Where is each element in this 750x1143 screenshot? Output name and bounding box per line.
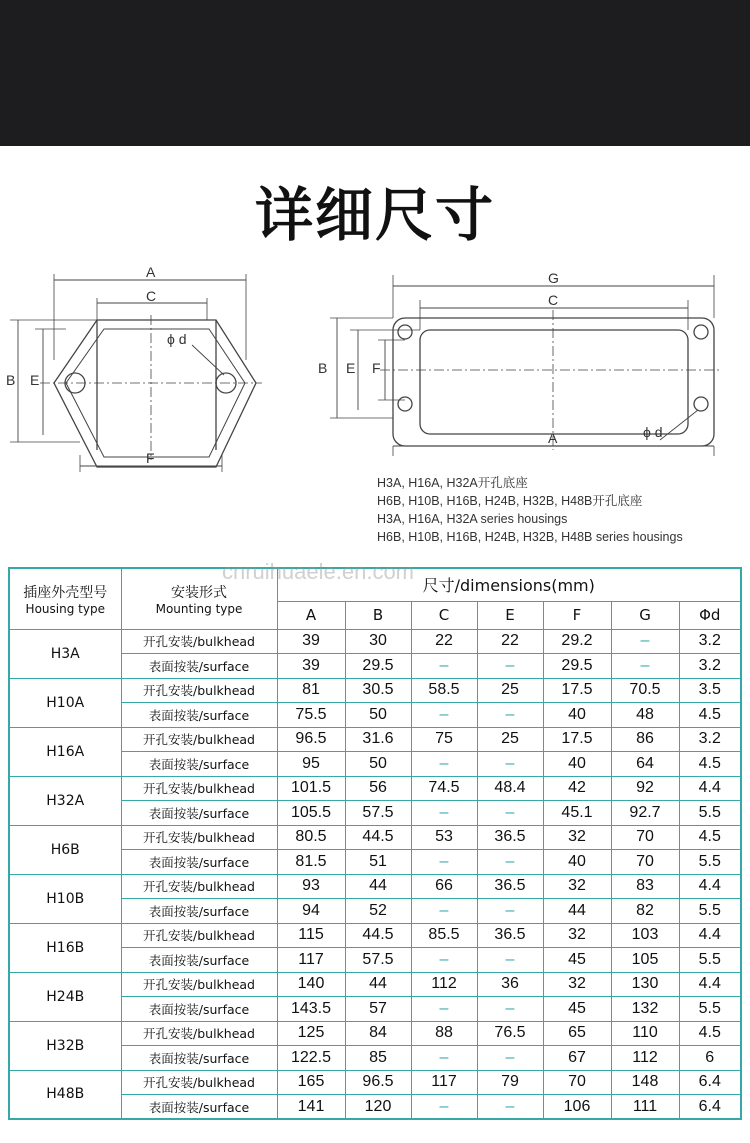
dimension-value-cell: 5.5 <box>679 997 741 1022</box>
dimension-value-cell: 105 <box>611 948 679 973</box>
mounting-type-cell: 表面按装/surface <box>121 997 277 1022</box>
dimension-value-cell: 45 <box>543 997 611 1022</box>
dimension-value-cell: 51 <box>345 850 411 875</box>
dimension-value-cell: 57.5 <box>345 801 411 826</box>
dimension-value-cell: 4.4 <box>679 776 741 801</box>
dimension-column-header: C <box>411 601 477 629</box>
dimension-value-cell: 44 <box>345 874 411 899</box>
dimension-value-cell: 4.5 <box>679 825 741 850</box>
mounting-type-header-en: Mounting type <box>155 601 243 616</box>
dimension-value-cell: 75 <box>411 727 477 752</box>
dimension-value-cell: 130 <box>611 972 679 997</box>
housing-type-cell: H10B <box>9 874 121 923</box>
mounting-type-cell: 开孔安装/bulkhead <box>121 825 277 850</box>
dimension-value-cell: 45 <box>543 948 611 973</box>
right-label-a: A <box>548 430 558 446</box>
housing-type-header-en: Housing type <box>25 601 105 616</box>
dimension-value-cell: 44.5 <box>345 825 411 850</box>
dimension-value-cell: 17.5 <box>543 678 611 703</box>
dimension-value-cell: 32 <box>543 972 611 997</box>
housing-type-cell: H32A <box>9 776 121 825</box>
dimension-value-cell: – <box>411 997 477 1022</box>
dimension-value-cell: 50 <box>345 703 411 728</box>
dimension-value-cell: 92 <box>611 776 679 801</box>
housing-type-cell: H32B <box>9 1021 121 1070</box>
right-label-phi: ϕ d <box>643 424 663 440</box>
dimension-value-cell: 148 <box>611 1070 679 1095</box>
housing-type-cell: H16B <box>9 923 121 972</box>
housing-type-header-cn: 插座外壳型号 <box>23 584 108 601</box>
dimension-value-cell: – <box>411 801 477 826</box>
dimension-value-cell: 40 <box>543 752 611 777</box>
mounting-type-cell: 开孔安装/bulkhead <box>121 776 277 801</box>
note-line: H6B, H10B, H16B, H24B, H32B, H48B series housings <box>377 530 683 544</box>
dimension-value-cell: 95 <box>277 752 345 777</box>
dimension-value-cell: 111 <box>611 1095 679 1120</box>
drawing-notes <box>377 474 683 546</box>
dimension-value-cell: 5.5 <box>679 801 741 826</box>
dimension-value-cell: 132 <box>611 997 679 1022</box>
dimension-value-cell: 70 <box>543 1070 611 1095</box>
dimension-value-cell: 29.5 <box>345 654 411 679</box>
dimension-value-cell: 4.4 <box>679 923 741 948</box>
dimension-value-cell: 6.4 <box>679 1095 741 1120</box>
dimension-value-cell: 48.4 <box>477 776 543 801</box>
dimension-value-cell: 5.5 <box>679 948 741 973</box>
dimension-value-cell: 84 <box>345 1021 411 1046</box>
table-row <box>9 1070 741 1095</box>
dimension-value-cell: 85 <box>345 1046 411 1071</box>
dimension-value-cell: 75.5 <box>277 703 345 728</box>
dimension-value-cell: 32 <box>543 923 611 948</box>
dimension-value-cell: 57.5 <box>345 948 411 973</box>
dimension-column-header: Φd <box>679 601 741 629</box>
table-row <box>9 629 741 654</box>
mounting-type-cell: 表面按装/surface <box>121 899 277 924</box>
mounting-type-cell: 表面按装/surface <box>121 752 277 777</box>
dimension-value-cell: 32 <box>543 874 611 899</box>
dimension-value-cell: 6 <box>679 1046 741 1071</box>
dimension-value-cell: 32 <box>543 825 611 850</box>
dimension-value-cell: – <box>411 1046 477 1071</box>
dimension-value-cell: – <box>411 654 477 679</box>
dimension-value-cell: 141 <box>277 1095 345 1120</box>
mounting-type-cell: 表面按装/surface <box>121 703 277 728</box>
dimension-value-cell: 3.2 <box>679 629 741 654</box>
dimension-value-cell: – <box>477 1046 543 1071</box>
mounting-type-cell: 开孔安装/bulkhead <box>121 1070 277 1095</box>
dimension-value-cell: 122.5 <box>277 1046 345 1071</box>
dimension-value-cell: 115 <box>277 923 345 948</box>
dimension-value-cell: 106 <box>543 1095 611 1120</box>
mounting-type-cell: 表面按装/surface <box>121 1095 277 1120</box>
table-row <box>9 825 741 850</box>
mounting-type-cell: 开孔安装/bulkhead <box>121 923 277 948</box>
dimension-value-cell: 112 <box>411 972 477 997</box>
dimension-value-cell: 120 <box>345 1095 411 1120</box>
housing-type-cell: H24B <box>9 972 121 1021</box>
housing-type-cell: H48B <box>9 1070 121 1119</box>
dimension-value-cell: 70 <box>611 850 679 875</box>
dimension-value-cell: 22 <box>411 629 477 654</box>
dimension-value-cell: 70 <box>611 825 679 850</box>
dimension-value-cell: 83 <box>611 874 679 899</box>
dimension-value-cell: 67 <box>543 1046 611 1071</box>
left-drawing <box>10 274 262 472</box>
dimension-value-cell: 125 <box>277 1021 345 1046</box>
dimension-value-cell: 117 <box>411 1070 477 1095</box>
dimension-value-cell: 86 <box>611 727 679 752</box>
left-label-c: C <box>146 288 157 304</box>
note-line: H6B, H10B, H16B, H24B, H32B, H48B开孔底座 <box>377 494 643 508</box>
dimension-value-cell: – <box>477 752 543 777</box>
dimension-value-cell: 50 <box>345 752 411 777</box>
right-label-e: E <box>346 360 356 376</box>
dimension-value-cell: 70.5 <box>611 678 679 703</box>
dimension-value-cell: 4.5 <box>679 1021 741 1046</box>
dimension-value-cell: 25 <box>477 727 543 752</box>
housing-type-cell: H6B <box>9 825 121 874</box>
dimension-value-cell: 76.5 <box>477 1021 543 1046</box>
dimension-value-cell: 3.2 <box>679 727 741 752</box>
dimension-value-cell: 36.5 <box>477 825 543 850</box>
dimension-value-cell: – <box>477 997 543 1022</box>
dimension-value-cell: 94 <box>277 899 345 924</box>
dimension-value-cell: 4.5 <box>679 752 741 777</box>
dimension-value-cell: 96.5 <box>277 727 345 752</box>
mounting-type-cell: 表面按装/surface <box>121 801 277 826</box>
dimension-value-cell: 64 <box>611 752 679 777</box>
dimension-value-cell: 66 <box>411 874 477 899</box>
dimension-value-cell: – <box>477 1095 543 1120</box>
dimension-value-cell: 140 <box>277 972 345 997</box>
dimension-value-cell: 96.5 <box>345 1070 411 1095</box>
dimension-value-cell: 5.5 <box>679 899 741 924</box>
dimension-value-cell: 3.5 <box>679 678 741 703</box>
mounting-type-cell: 开孔安装/bulkhead <box>121 678 277 703</box>
dimension-value-cell: 30 <box>345 629 411 654</box>
dimension-column-header: F <box>543 601 611 629</box>
note-line: H3A, H16A, H32A series housings <box>377 512 568 526</box>
right-label-g: G <box>548 270 559 286</box>
left-label-e: E <box>30 372 40 388</box>
dimension-value-cell: – <box>611 629 679 654</box>
dimension-column-header: A <box>277 601 345 629</box>
left-label-phi: ϕ d <box>167 331 187 347</box>
dimension-value-cell: 65 <box>543 1021 611 1046</box>
dimension-value-cell: 31.6 <box>345 727 411 752</box>
dimension-value-cell: 80.5 <box>277 825 345 850</box>
dimension-value-cell: 81 <box>277 678 345 703</box>
mounting-type-cell: 表面按装/surface <box>121 948 277 973</box>
top-banner <box>0 0 750 146</box>
dimension-value-cell: 74.5 <box>411 776 477 801</box>
right-label-b: B <box>318 360 328 376</box>
dimension-column-header: G <box>611 601 679 629</box>
dimension-value-cell: 85.5 <box>411 923 477 948</box>
dimension-value-cell: 39 <box>277 629 345 654</box>
housing-type-cell: H10A <box>9 678 121 727</box>
dimension-value-cell: – <box>411 703 477 728</box>
dimension-value-cell: 48 <box>611 703 679 728</box>
dimension-value-cell: – <box>411 850 477 875</box>
dimensions-header: 尺寸/dimensions(mm) <box>277 568 741 601</box>
dimension-value-cell: 44 <box>543 899 611 924</box>
dimension-value-cell: 4.5 <box>679 703 741 728</box>
mounting-type-cell: 开孔安装/bulkhead <box>121 727 277 752</box>
dimension-value-cell: 117 <box>277 948 345 973</box>
dimension-value-cell: 143.5 <box>277 997 345 1022</box>
dimension-value-cell: 45.1 <box>543 801 611 826</box>
dimension-value-cell: 30.5 <box>345 678 411 703</box>
dimension-value-cell: 56 <box>345 776 411 801</box>
dimension-value-cell: 53 <box>411 825 477 850</box>
table-row <box>9 776 741 801</box>
dimension-value-cell: 4.4 <box>679 874 741 899</box>
dimension-value-cell: – <box>477 654 543 679</box>
table-row <box>9 972 741 997</box>
right-label-c: C <box>548 292 559 308</box>
table-row <box>9 874 741 899</box>
dimension-value-cell: 36 <box>477 972 543 997</box>
dimension-value-cell: 36.5 <box>477 874 543 899</box>
left-label-b: B <box>6 372 16 388</box>
housing-type-cell: H3A <box>9 629 121 678</box>
dimension-value-cell: 101.5 <box>277 776 345 801</box>
dimension-value-cell: 88 <box>411 1021 477 1046</box>
dimension-value-cell: – <box>411 752 477 777</box>
dimension-column-header: B <box>345 601 411 629</box>
dimension-value-cell: – <box>411 948 477 973</box>
left-label-a: A <box>146 264 156 280</box>
table-row <box>9 923 741 948</box>
housing-type-cell: H16A <box>9 727 121 776</box>
dimension-value-cell: 22 <box>477 629 543 654</box>
left-label-f: F <box>146 450 155 466</box>
dimensions-table <box>8 567 742 1120</box>
dimension-value-cell: – <box>477 801 543 826</box>
dimension-value-cell: 17.5 <box>543 727 611 752</box>
watermark: cnruihuaele.en.com <box>222 559 415 584</box>
dimension-value-cell: 40 <box>543 703 611 728</box>
dimension-value-cell: 165 <box>277 1070 345 1095</box>
dimension-value-cell: – <box>411 1095 477 1120</box>
dimension-value-cell: 39 <box>277 654 345 679</box>
dimension-value-cell: – <box>477 948 543 973</box>
dimension-value-cell: 44 <box>345 972 411 997</box>
dimension-value-cell: – <box>411 899 477 924</box>
mounting-type-cell: 开孔安装/bulkhead <box>121 1021 277 1046</box>
dimension-value-cell: 92.7 <box>611 801 679 826</box>
dimension-value-cell: 36.5 <box>477 923 543 948</box>
mounting-type-cell: 开孔安装/bulkhead <box>121 972 277 997</box>
dimension-value-cell: 112 <box>611 1046 679 1071</box>
table-row <box>9 1021 741 1046</box>
dimension-value-cell: – <box>477 899 543 924</box>
dimension-value-cell: 40 <box>543 850 611 875</box>
dimension-value-cell: 4.4 <box>679 972 741 997</box>
dimension-value-cell: 42 <box>543 776 611 801</box>
mounting-type-cell: 表面按装/surface <box>121 850 277 875</box>
dimension-value-cell: 57 <box>345 997 411 1022</box>
dimension-value-cell: 29.2 <box>543 629 611 654</box>
dimension-value-cell: – <box>611 654 679 679</box>
dimension-value-cell: 93 <box>277 874 345 899</box>
dimension-value-cell: – <box>477 703 543 728</box>
dimension-value-cell: 29.5 <box>543 654 611 679</box>
table-row <box>9 678 741 703</box>
dimension-value-cell: 110 <box>611 1021 679 1046</box>
dimension-value-cell: 103 <box>611 923 679 948</box>
dimension-value-cell: 82 <box>611 899 679 924</box>
dimension-value-cell: 79 <box>477 1070 543 1095</box>
dimension-value-cell: 105.5 <box>277 801 345 826</box>
dimension-value-cell: 44.5 <box>345 923 411 948</box>
housing-type-header <box>9 568 121 629</box>
mounting-type-header-cn: 安装形式 <box>171 584 227 601</box>
mounting-type-cell: 开孔安装/bulkhead <box>121 629 277 654</box>
dimension-value-cell: 5.5 <box>679 850 741 875</box>
dimension-column-header: E <box>477 601 543 629</box>
right-label-f: F <box>372 360 381 376</box>
dimension-value-cell: 25 <box>477 678 543 703</box>
dimension-value-cell: 81.5 <box>277 850 345 875</box>
table-row <box>9 727 741 752</box>
dimension-value-cell: 52 <box>345 899 411 924</box>
mounting-type-cell: 表面按装/surface <box>121 654 277 679</box>
mounting-type-cell: 表面按装/surface <box>121 1046 277 1071</box>
dimension-value-cell: – <box>477 850 543 875</box>
note-line: H3A, H16A, H32A开孔底座 <box>377 476 528 490</box>
page-title: 详细尺寸 <box>254 181 495 249</box>
dimension-value-cell: 58.5 <box>411 678 477 703</box>
dimension-value-cell: 6.4 <box>679 1070 741 1095</box>
dimension-value-cell: 3.2 <box>679 654 741 679</box>
mounting-type-cell: 开孔安装/bulkhead <box>121 874 277 899</box>
